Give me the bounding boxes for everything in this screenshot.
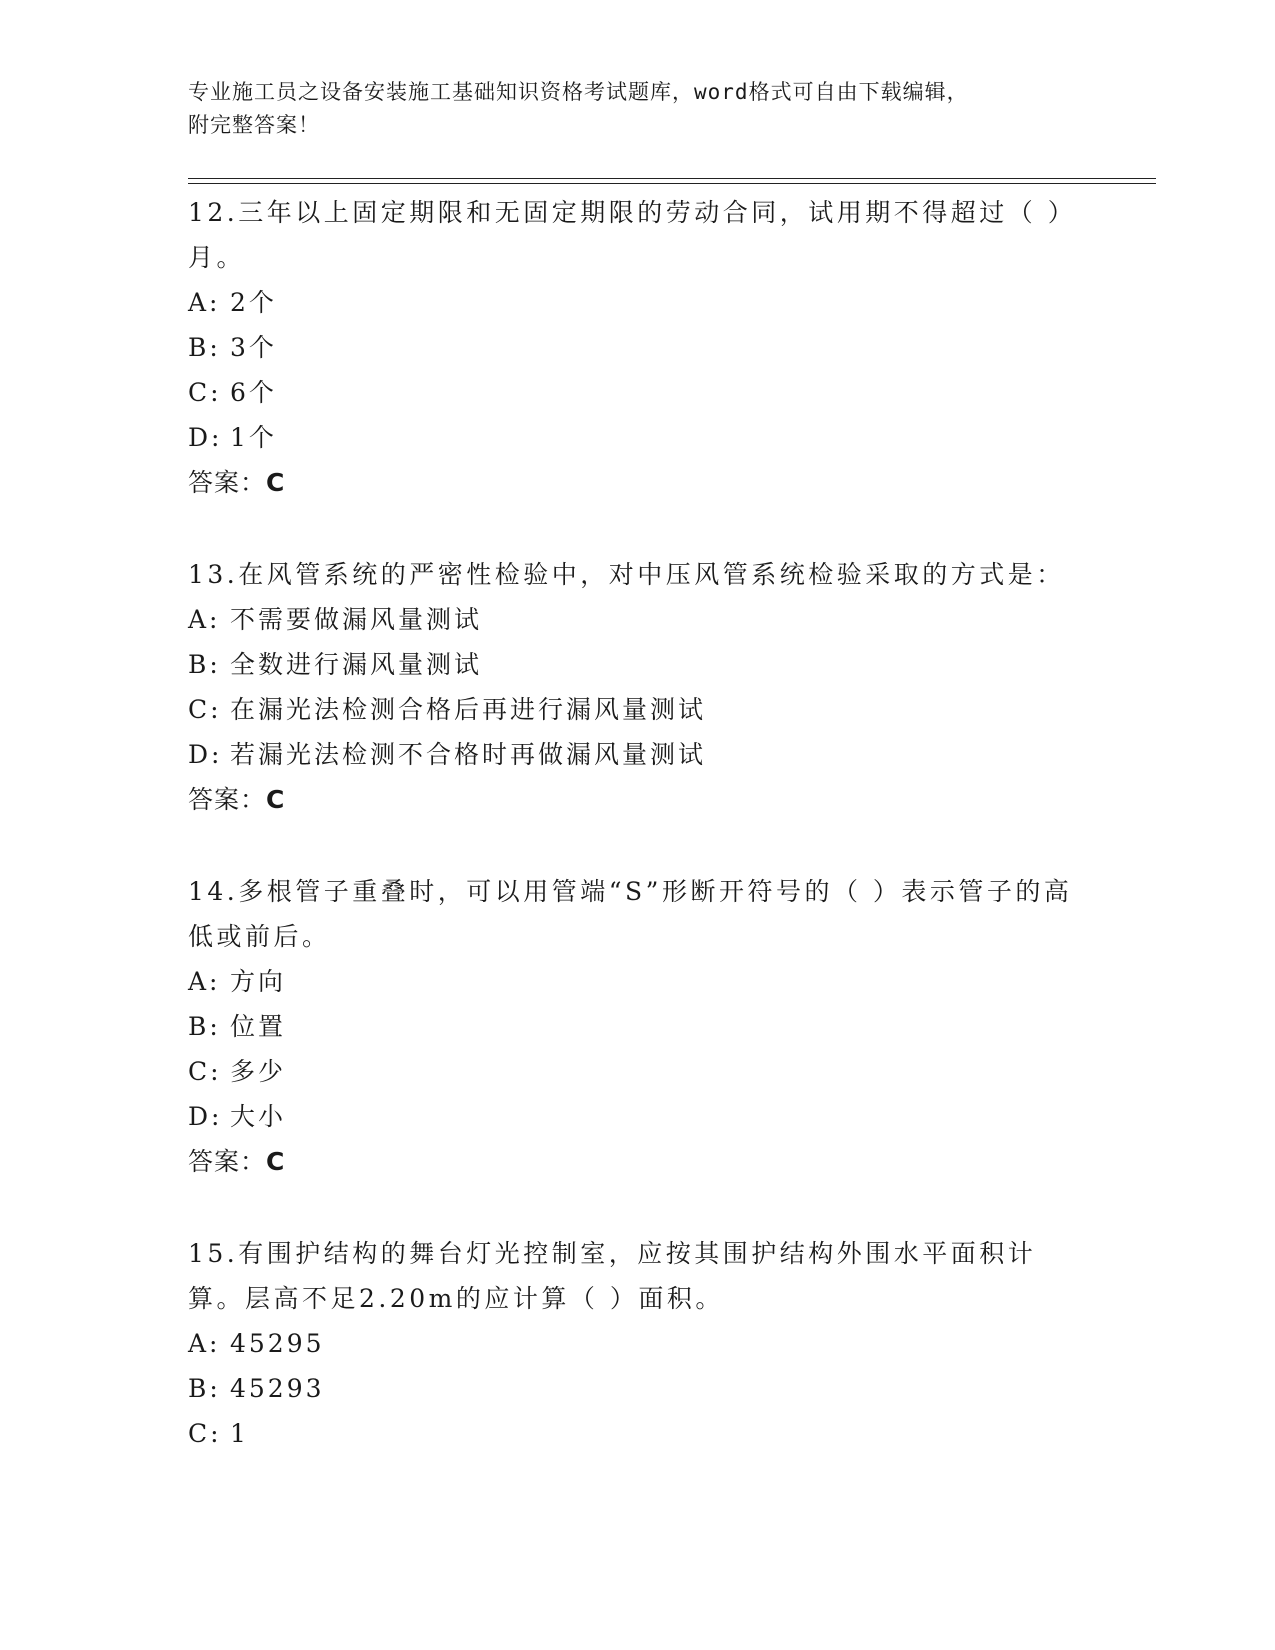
option-letter: D:: [188, 740, 223, 769]
header-divider-bottom: [188, 183, 1156, 184]
option-letter: D:: [188, 423, 223, 452]
option-letter: C:: [188, 1057, 222, 1086]
option-text: 45293: [230, 1374, 325, 1403]
question-stem: 13.在风管系统的严密性检验中，对中压风管系统检验采取的方式是：: [188, 560, 1065, 589]
question-list: [188, 190, 1088, 1503]
option-a: [188, 597, 1088, 642]
answer-line: [188, 777, 1088, 822]
option-text: 位置: [230, 1012, 287, 1041]
option-text: 在漏光法检测合格后再进行漏风量测试: [230, 695, 707, 724]
option-letter: B:: [188, 333, 221, 362]
option-b: [188, 1004, 1088, 1049]
option-text: 1: [230, 1419, 249, 1448]
option-letter: B:: [188, 650, 221, 679]
option-c: [188, 1411, 1088, 1456]
option-letter: D:: [188, 1102, 223, 1131]
option-a: [188, 1321, 1088, 1366]
header-line-1: 专业施工员之设备安装施工基础知识资格考试题库，word格式可自由下载编辑，: [188, 80, 969, 104]
header-line-2: 附完整答案！: [188, 113, 320, 137]
question-stem: 15.有围护结构的舞台灯光控制室，应按其围护结构外围水平面积计算。层高不足2.20m的应计算（ ）面积。: [188, 1239, 1037, 1313]
option-text: 若漏光法检测不合格时再做漏风量测试: [230, 740, 707, 769]
header-divider-top: [188, 178, 1156, 179]
option-b: [188, 325, 1088, 370]
question-12: [188, 190, 1088, 505]
answer-value: C: [266, 785, 286, 814]
option-text: 3个: [230, 333, 277, 362]
option-d: [188, 732, 1088, 777]
option-a: [188, 280, 1088, 325]
option-letter: C:: [188, 695, 222, 724]
question-stem: 14.多根管子重叠时，可以用管端“S”形断开符号的（ ）表示管子的高低或前后。: [188, 877, 1073, 951]
option-letter: B:: [188, 1374, 221, 1403]
option-text: 全数进行漏风量测试: [230, 650, 483, 679]
option-text: 多少: [230, 1057, 287, 1086]
option-text: 6个: [230, 378, 277, 407]
option-letter: C:: [188, 378, 222, 407]
option-letter: A:: [188, 1329, 221, 1358]
question-14: [188, 869, 1088, 1184]
option-letter: C:: [188, 1419, 222, 1448]
question-13: [188, 552, 1088, 822]
option-c: [188, 1049, 1088, 1094]
answer-value: C: [266, 1147, 286, 1176]
option-d: [188, 1094, 1088, 1139]
option-text: 大小: [230, 1102, 287, 1131]
answer-label: 答案：: [188, 468, 267, 497]
answer-line: [188, 1139, 1088, 1184]
option-b: [188, 642, 1088, 687]
question-stem: 12.三年以上固定期限和无固定期限的劳动合同，试用期不得超过（ ）月。: [188, 198, 1077, 272]
document-header: [188, 76, 1068, 142]
option-text: 不需要做漏风量测试: [230, 605, 483, 634]
option-text: 2个: [230, 288, 277, 317]
option-letter: A:: [188, 288, 221, 317]
question-15: [188, 1231, 1088, 1456]
option-letter: A:: [188, 967, 221, 996]
option-b: [188, 1366, 1088, 1411]
answer-label: 答案：: [188, 1147, 267, 1176]
option-text: 1个: [230, 423, 277, 452]
option-letter: B:: [188, 1012, 221, 1041]
option-d: [188, 415, 1088, 460]
answer-line: [188, 460, 1088, 505]
option-c: [188, 370, 1088, 415]
option-c: [188, 687, 1088, 732]
answer-label: 答案：: [188, 785, 267, 814]
option-text: 45295: [230, 1329, 325, 1358]
option-text: 方向: [230, 967, 287, 996]
option-letter: A:: [188, 605, 221, 634]
answer-value: C: [266, 468, 286, 497]
option-a: [188, 959, 1088, 1004]
